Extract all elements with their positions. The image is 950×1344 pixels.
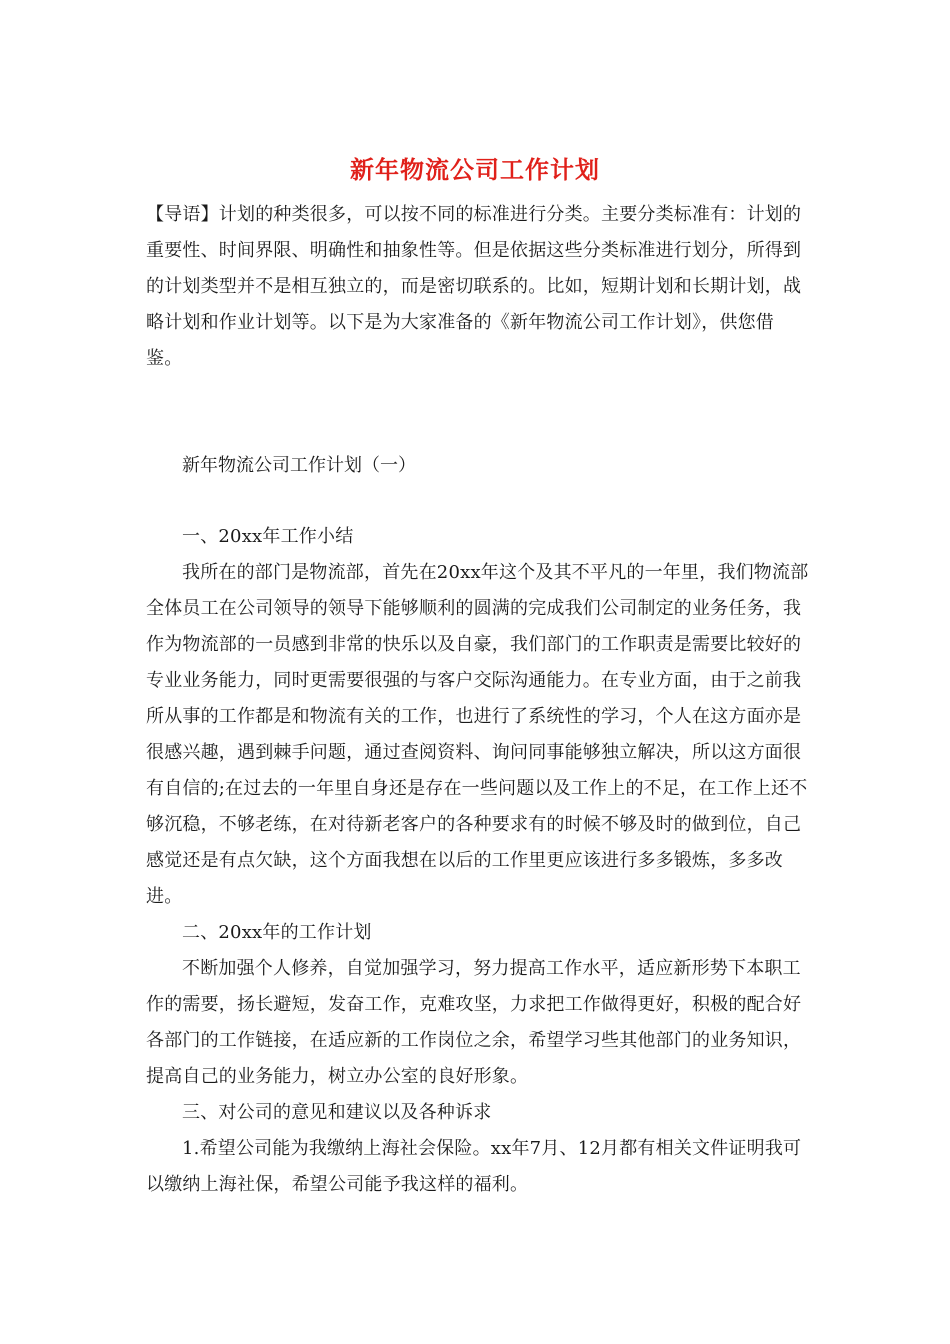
document-title: 新年物流公司工作计划 [350,155,600,184]
section-paragraph: 我所在的部门是物流部，首先在20xx年这个及其不平凡的一年里，我们物流部全体员工在公司领导的领导下能够顺利的圆满的完成我们公司制定的业务任务，我作为物流部的一员感到非常的快乐以及自豪，我们部门的工作职责是需要比较好的专业业务能力，同时更需要很强的与客户交际沟通能力。在专业方面，由于之前我所从事的工作都是和物流有关的工作，也进行了系统性的学习，个人在这方面亦是很感兴趣，遇到棘手问题，通过查阅资料、询问同事能够独立解决，所以这方面很有自信的;在过去的一年里自身还是存在一些问题以及工作上的不足，在工作上还不够沉稳，不够老练，在对待新老客户的各种要求有的时候不够及时的做到位，自己感觉还是有点欠缺，这个方面我想在以后的工作里更应该进行多多锻炼，多多改进。 [146,562,809,907]
plan-subtitle: 新年物流公司工作计划（一） [182,455,416,476]
section-paragraph: 不断加强个人修养，自觉加强学习，努力提高工作水平，适应新形势下本职工作的需要，扬长避短，发奋工作，克难攻坚，力求把工作做得更好，积极的配合好各部门的工作链接，在适应新的工作岗位之余，希望学习些其他部门的业务知识，提高自己的业务能力，树立办公室的良好形象。 [146,958,802,1087]
section-heading: 一、20xx年工作小结 [182,526,354,547]
intro-paragraph [146,197,810,377]
plan-sections [146,519,810,1203]
section-heading: 二、20xx年的工作计划 [182,922,372,943]
section-heading: 三、对公司的意见和建议以及各种诉求 [182,1102,492,1123]
intro-text: 【导语】计划的种类很多，可以按不同的标准进行分类。主要分类标准有：计划的重要性、时间界限、明确性和抽象性等。但是依据这些分类标准进行划分，所得到的计划类型并不是相互独立的，而是密切联系的。比如，短期计划和长期计划，战略计划和作业计划等。以下是为大家准备的《新年物流公司工作计划》，供您借鉴。 [146,204,802,369]
section-paragraph: 1.希望公司能为我缴纳上海社会保险。xx年7月、12月都有相关文件证明我可以缴纳上海社保，希望公司能予我这样的福利。 [146,1138,802,1195]
